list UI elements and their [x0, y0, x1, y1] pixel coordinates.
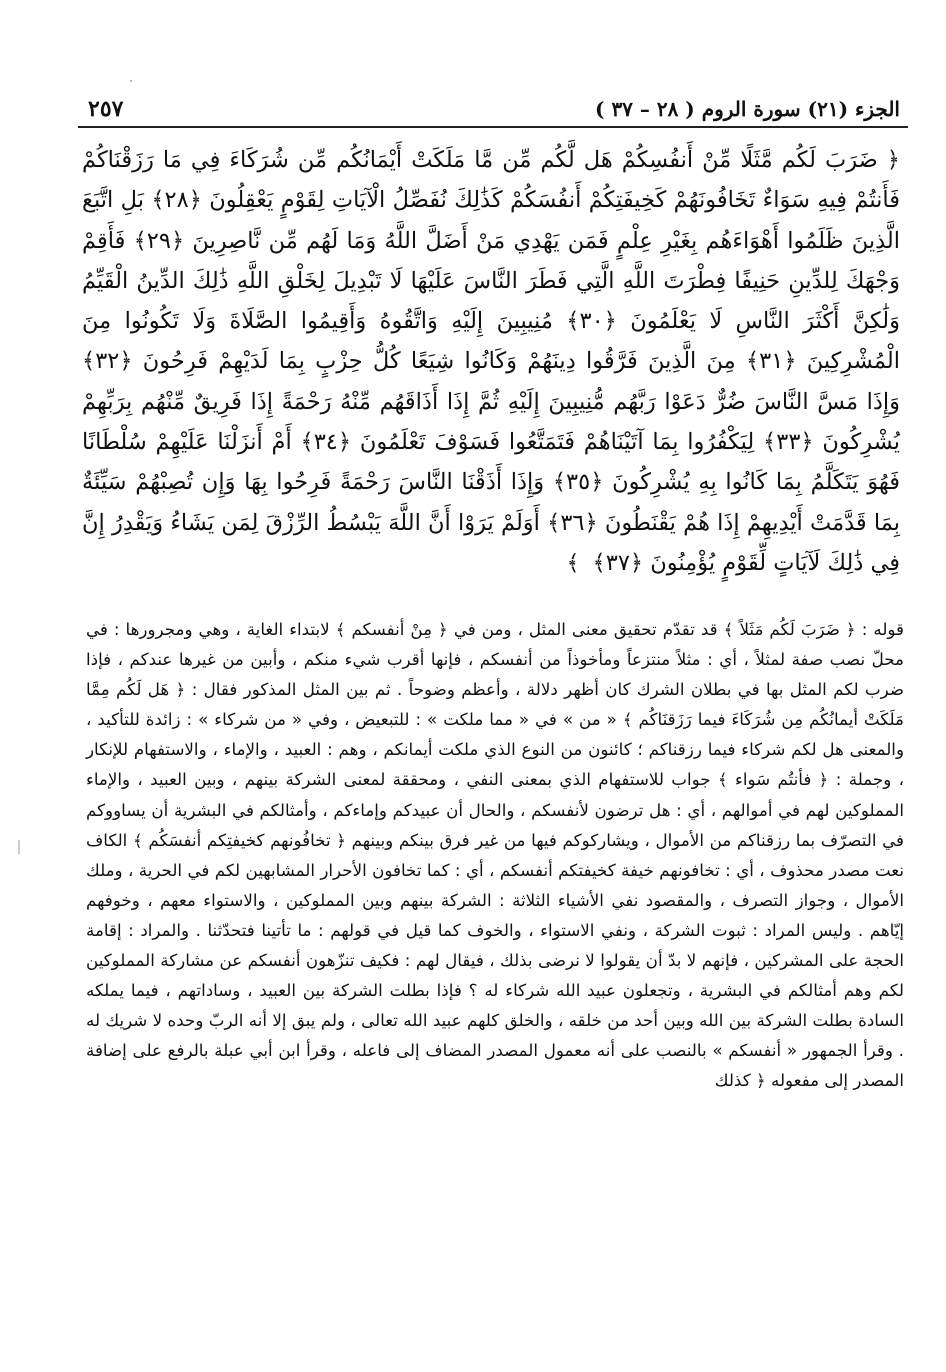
verses-closing-bracket: ﴾ — [566, 550, 580, 576]
page-number: ٢٥٧ — [88, 96, 124, 122]
verses-text: ﴿ ضَرَبَ لَكُم مَّثَلًا مِّنْ أَنفُسِكُمْ هَل لَّكُم مِّن مَّا مَلَكَتْ أَيْمَانُكُم مِّن شُرَكَاءَ فِي مَا رَزَقْنَاكُمْ فَأَنتُمْ فِيهِ سَوَاءٌ تَخَافُونَهُمْ كَخِيفَتِكُمْ أَنفُسَكُمْ كَذَٰلِكَ نُفَصِّلُ الْآيَاتِ لِقَوْمٍ يَعْقِلُونَ ﴿٢٨﴾ بَلِ اتَّبَعَ الَّذِينَ ظَلَمُوا أَهْوَاءَهُم بِغَيْرِ عِلْمٍ فَمَن يَهْدِي مَنْ أَضَلَّ اللَّهُ وَمَا لَهُم مِّن نَّاصِرِينَ ﴿٢٩﴾ فَأَقِمْ وَجْهَكَ لِلدِّينِ حَنِيفًا فِطْرَتَ اللَّهِ الَّتِي فَطَرَ النَّاسَ عَلَيْهَا لَا تَبْدِيلَ لِخَلْقِ اللَّهِ ذَٰلِكَ الدِّينُ الْقَيِّمُ وَلَٰكِنَّ أَكْثَرَ النَّاسِ لَا يَعْلَمُونَ ﴿٣٠﴾ مُنِيبِينَ إِلَيْهِ وَاتَّقُوهُ وَأَقِيمُوا الصَّلَاةَ وَلَا تَكُونُوا مِنَ الْمُشْرِكِينَ ﴿٣١﴾ مِنَ الَّذِينَ فَرَّقُوا دِينَهُمْ وَكَانُوا شِيَعًا كُلُّ حِزْبٍ بِمَا لَدَيْهِمْ فَرِحُونَ ﴿٣٢﴾ وَإِذَا مَسَّ النَّاسَ ضُرٌّ دَعَوْا رَبَّهُم مُّنِيبِينَ إِلَيْهِ ثُمَّ إِذَا أَذَاقَهُم مِّنْهُ رَحْمَةً إِذَا فَرِيقٌ مِّنْهُم بِرَبِّهِمْ يُشْرِكُونَ ﴿٣٣﴾ لِيَكْفُرُوا بِمَا آتَيْنَاهُمْ فَتَمَتَّعُوا فَسَوْفَ تَعْلَمُونَ ﴿٣٤﴾ أَمْ أَنزَلْنَا عَلَيْهِمْ سُلْطَانًا فَهُوَ يَتَكَلَّمُ بِمَا كَانُوا بِهِ يُشْرِكُونَ ﴿٣٥﴾ وَإِذَا أَذَقْنَا النَّاسَ رَحْمَةً فَرِحُوا بِهَا وَإِن تُصِبْهُمْ سَيِّئَةٌ بِمَا قَدَّمَتْ أَيْدِيهِمْ إِذَا هُمْ يَقْنَطُونَ ﴿٣٦﴾ أَوَلَمْ يَرَوْا أَنَّ اللَّهَ يَبْسُطُ الرِّزْقَ لِمَن يَشَاءُ وَيَقْدِرُ إِنَّ فِي ذَٰلِكَ لَآيَاتٍ لِّقَوْمٍ يُؤْمِنُونَ ﴿٣٧﴾ — [82, 147, 901, 576]
commentary-paragraph: قوله : ﴿ ضَرَبَ لَكُم مَثَلاً ﴾ قد تقدّم تحقيق معنى المثل ، ومن في ﴿ مِنْ أنفسكم ﴾ لابتداء الغاية ، وهي ومجرورها : في محلّ نصب صفة لمثلاً ، أي : مثلاً منتزعاً ومأخوذاً من أنفسكم ، فإنها أقرب شيء منكم ، وأبين من غيرها عندكم ، فإذا ضرب لكم المثل بها في بطلان الشرك كان أظهر دلالة ، وأعظم وضوحاً . ثم بين المثل المذكور فقال : ﴿ هَل لَكُم مِمَّا مَلَكَتْ أيمانُكُم مِن شُرَكَاءَ فيما رَزَقنَاكُم ﴾ « من » في « مما ملكت » : للتبعيض ، وفي « من شركاء » : زائدة للتأكيد ، والمعنى هل لكم شركاء فيما رزقناكم ؛ كائنون من النوع الذي ملكت أيمانكم ، وهم : العبيد ، والإماء ، والاستفهام للإنكار ، وجملة : ﴿ فأنتُم سَواء ﴾ جواب للاستفهام الذي بمعنى النفي ، ومحققة لمعنى الشركة بينهم ، وبين العبيد ، والإماء المملوكين لهم في أموالهم ، أي : هل ترضون لأنفسكم ، والحال أن عبيدكم وإماءكم ، وأمثالكم في البشرية أن يساووكم في التصرّف بما رزقناكم من الأموال ، ويشاركوكم فيها من غير فرق بينكم وبينهم ﴿ تخافُونهم كخيفتِكم أنفسَكُم ﴾ الكاف نعت مصدر محذوف ، أي : تخافونهم خيفة كخيفتكم أنفسكم ، أي : كما تخافون الأحرار المشابهين لكم في الحرية ، وملك الأموال ، وجواز التصرف ، والمقصود نفي الأشياء الثلاثة : الشركة بينهم وبين المملوكين ، والاستواء معهم ، وخوفهم إيّاهم . وليس المراد : ثبوت الشركة ، ونفي الاستواء ، والخوف كما قيل في قولهم : ما تأتينا فتحدّثنا . والمراد : إقامة الحجة على المشركين ، فإنهم لا بدّ أن يقولوا لا نرضى بذلك ، فيقال لهم : فكيف تنزّهون أنفسكم عن مشاركة المملوكين لكم وهم أمثالكم في البشرية ، وتجعلون عبيد الله شركاء له ؟ فإذا بطلت الشركة بين العبيد ، وساداتهم ، فيما يملكه السادة بطلت الشركة بين الله وبين أحد من خلقه ، والخلق كلهم عبيد الله تعالى ، ولم يبق إلا أنه الربّ وحده لا شريك له . وقرأ الجمهور « أنفسكم » بالنصب على أنه معمول المصدر المضاف إلى فاعله ، وقرأ ابن أبي عبلة بالرفع على إضافة المصدر إلى مفعوله ﴿ كذلك — [86, 619, 904, 1091]
page-header — [88, 92, 900, 126]
margin-mark — [18, 840, 20, 854]
scan-speck — [130, 80, 132, 82]
running-title: الجزء (٢١) سورة الروم ( ٢٨ – ٣٧ ) — [595, 97, 900, 121]
quran-verses — [82, 140, 900, 584]
header-rule — [78, 126, 908, 128]
commentary — [86, 614, 904, 1096]
